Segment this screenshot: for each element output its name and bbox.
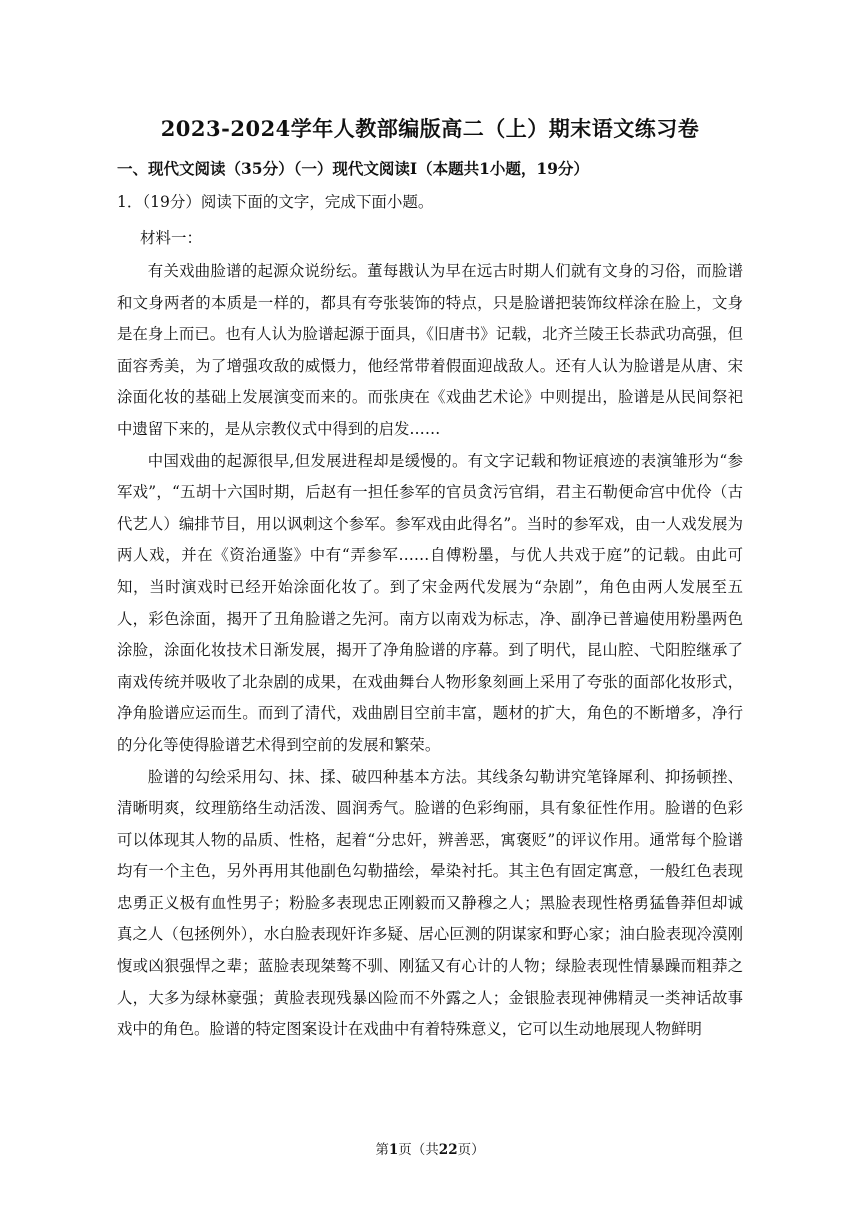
- section-heading: 一、现代文阅读（35分）（一）现代文阅读Ⅰ（本题共1小题，19分）: [117, 159, 589, 178]
- page-footer: [0, 1138, 860, 1158]
- question-intro: 1．（19分）阅读下面的文字，完成下面小题。: [117, 193, 434, 211]
- footer-middle: 页（共: [398, 1142, 439, 1158]
- document-title: 2023-2024学年人教部编版高二（上）期末语文练习卷: [160, 116, 700, 141]
- footer-page-number: 1: [388, 1142, 399, 1158]
- passage-paragraph: 脸谱的勾绘采用勾、抹、揉、破四种基本方法。其线条勾勒讲究笔锋犀利、抑扬顿挫、清晰明爽，纹理筋络生动活泼、圆润秀气。脸谱的色彩绚丽，具有象征性作用。脸谱的色彩可以体现其人物的品质、性格，起着“分忠奸，辨善恶，寓褒贬”的评议作用。通常每个脸谱均有一个主色，另外再用其他副色勾勒描绘，晕染衬托。其主色有固定寓意，一般红色表现忠勇正义极有血性男子；粉脸多表现忠正刚毅而又静穆之人；黑脸表现性格勇猛鲁莽但却诚真之人（包拯例外），水白脸表现奸诈多疑、居心叵测的阴谋家和野心家；油白脸表现冷漠刚愎或凶狠强悍之辈；蓝脸表现桀骜不驯、刚猛又有心计的人物；绿脸表现性情暴躁而粗莽之人，大多为绿林豪强；黄脸表现残暴凶险而不外露之人；金银脸表现神佛精灵一类神话故事戏中的角色。脸谱的特定图案设计在戏曲中有着特殊意义，它可以生动地展现人物鲜明: [117, 767, 743, 1039]
- material-label: 材料一：: [140, 229, 203, 247]
- passage-body: [117, 256, 743, 1046]
- footer-suffix: 页）: [457, 1142, 485, 1158]
- passage-paragraph: 有关戏曲脸谱的起源众说纷纭。董每戡认为早在远古时期人们就有文身的习俗，而脸谱和文身两者的本质是一样的，都具有夸张装饰的特点，只是脸谱把装饰纹样涂在脸上，文身是在身上而已。也有人认为脸谱起源于面具，《旧唐书》记载，北齐兰陵王长恭武功高强，但面容秀美，为了增强攻敌的威慑力，他经常带着假面迎战敌人。还有人认为脸谱是从唐、宋涂面化妆的基础上发展演变而来的。而张庚在《戏曲艺术论》中则提出，脸谱是从民间祭祀中遗留下来的，是从宗教仪式中得到的启发……: [117, 262, 743, 438]
- footer-prefix: 第: [375, 1142, 389, 1158]
- footer-total-pages: 22: [438, 1142, 458, 1158]
- passage-paragraph: 中国戏曲的起源很早,但发展进程却是缓慢的。有文字记载和物证痕迹的表演雏形为“参军戏”，“五胡十六国时期，后赵有一担任参军的官员贪污官绢，君主石勒便命宫中优伶（古代艺人）编排节目，用以讽刺这个参军。参军戏由此得名”。当时的参军戏，由一人戏发展为两人戏，并在《资治通鉴》中有“弄参军……自傅粉墨，与优人共戏于庭”的记载。由此可知，当时演戏时已经开始涂面化妆了。到了宋金两代发展为“杂剧”，角色由两人发展至五人，彩色涂面，揭开了丑角脸谱之先河。南方以南戏为标志，净、副净已普遍使用粉墨两色涂脸，涂面化妆技术日渐发展，揭开了净角脸谱的序幕。到了明代，昆山腔、弋阳腔继承了南戏传统并吸收了北杂剧的成果，在戏曲舞台人物形象刻画上采用了夸张的面部化妆形式，净角脸谱应运而生。而到了清代，戏曲剧目空前丰富，题材的扩大，角色的不断增多，净行的分化等使得脸谱艺术得到空前的发展和繁荣。: [117, 451, 743, 754]
